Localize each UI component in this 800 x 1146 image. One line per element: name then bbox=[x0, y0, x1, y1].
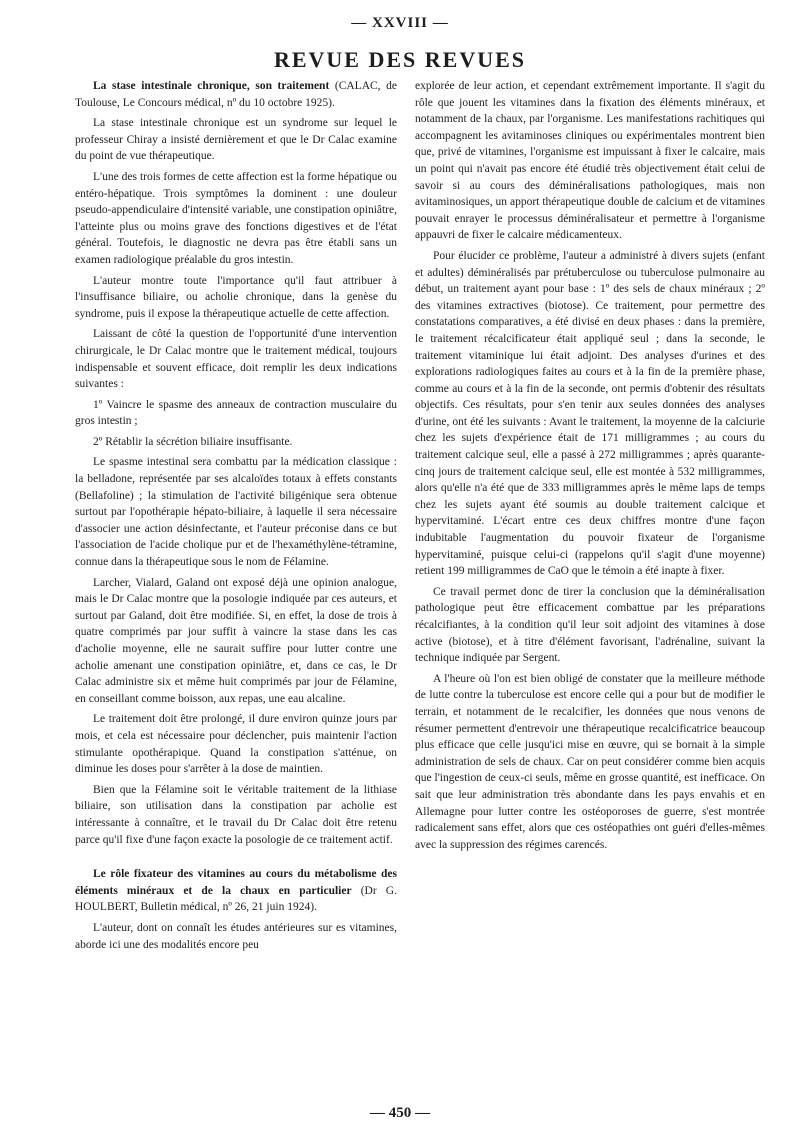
article2-paragraph: Pour élucider ce problème, l'auteur a administré à divers sujets (enfant et adultes) déminéralisés par prétuberculose ou tuberculose pulmonaire au début, un traitement ayant pour base : 1º des sels de chaux minéraux ; 2º des vitamines extractives (biotose). Ce traitement, pour permettre des constatations comparatives, a été divisé en deux phases : dans la première, le traitement récalcificateur était appliqué seul ; dans la seconde, le traitement vitaminique lui était adjoint. Des analyses d'urines et des explorations radiologiques faites au cours et à la fin de la première phase, comme au cours et à la fin de la seconde, ont permis d'obtenir des résultats objectifs. Ces résultats, pour s'en tenir aux seules données des analyses d'urine, ont été les suivants : Avant le traitement, la moyenne de la calciurie chez les sujets d'expérience était de 171 milligrammes ; au cours du traitement calcique seul, elle a passé à 272 milligrammes ; après quarante-cinq jours de traitement calcique seul, elle est montée à 532 milligrammes, alors qu'elle n'a été que de 333 milligrammes après le même laps de temps chez les sujets ayant été soumis au double traitement calcique et hypervitaminé. L'écart entre ces deux chiffres montre d'une façon indubitable l'augmentation du pouvoir fixateur de l'organisme hypervitaminé, puisque celui-ci (rappelons qu'il s'agit d'une moyenne) retient 199 milligrammes de CaO que le témoin a été inapte à fixer. bbox=[415, 249, 765, 578]
article1-heading-lead: La stase intestinale chronique, son traitement bbox=[93, 80, 330, 92]
article1-list-item: 1º Vaincre le spasme des anneaux de contraction musculaire du gros intestin ; bbox=[75, 398, 397, 428]
article1-heading bbox=[75, 78, 397, 111]
article1-paragraph: La stase intestinale chronique est un syndrome sur lequel le professeur Chiray a insisté dernièrement et que le Dr Calac examine du point de vue thérapeutique. bbox=[75, 117, 397, 163]
article2-continued-paragraph: explorée de leur action, et cependant extrêmement importante. Il s'agit du rôle que jouent les vitamines dans la fixation des éléments minéraux, et notamment de la chaux, par l'organisme. Les manifestations rachitiques qui accompagnent les avitaminoses cliniques ou expérimentales montrent bien que, privé de vitamines, l'organisme est impuissant à fixer le calcaire, mais un point qui n'avait pas encore été étudié très objectivement était celui de savoir si au cours des déminéralisations pathologiques, mais non avitaminosiques, un apport thérapeutique double de calcium et de vitamines pouvait enrayer le processus déminéralisateur et permettre à l'organisme appauvri de fixer le calcaire médicamenteux. bbox=[415, 80, 765, 242]
article1-heading-source: (CALAC, de Toulouse, Le Concours médical, nº du 10 octobre 1925). bbox=[75, 80, 397, 109]
article1-list-item: 2º Rétablir la sécrétion biliaire insuffisante. bbox=[93, 435, 293, 448]
article1-paragraph: Le traitement doit être prolongé, il dure environ quinze jours par mois, et cela est nécessaire pour déclencher, puis maintenir l'action stimulante opothérapique. Quand la constipation s'atténue, on diminue les doses pour s'arrêter à la dose de maintien. bbox=[75, 713, 397, 776]
left-column bbox=[75, 78, 397, 957]
article1-paragraph: Bien que la Félamine soit le véritable traitement de la lithiase biliaire, son utilisation dans la constipation par acholie est intéressante à connaître, et le travail du Dr Calac doit être retenu parce qu'il fixe d'une façon exacte la posologie de ce traitement actif. bbox=[75, 783, 397, 846]
article2-paragraph: Ce travail permet donc de tirer la conclusion que la déminéralisation pathologique peut être efficacement combattue par les préparations récalcifiantes, à la condition qu'il leur soit adjoint des vitamines à dose active (biotose), et à titre d'élément favorisant, l'adrénaline, suivant la technique indiquée par Sergent. bbox=[415, 585, 765, 665]
article2-heading-lead: Le rôle fixateur des vitamines au cours du métabolisme des éléments minéraux et de la chaux en particulier bbox=[75, 868, 397, 897]
article2-heading-source: (Dr G. HOULBERT, Bulletin médical, nº 26, 21 juin 1924). bbox=[75, 884, 397, 914]
article2-heading bbox=[75, 866, 397, 916]
article1-paragraph: L'auteur montre toute l'importance qu'il faut attribuer à l'insuffisance biliaire, ou acholie chronique, dans la genèse du syndrome, puis il expose la thérapeutique actuelle de cette affection. bbox=[75, 274, 397, 320]
page-number: — 450 — bbox=[370, 1105, 430, 1121]
article2-paragraph: L'auteur, dont on connaît les études antérieures sur es vitamines, aborde ici une des modalités encore peu bbox=[75, 921, 397, 951]
right-column bbox=[415, 78, 765, 857]
article1-paragraph: Larcher, Vialard, Galand ont exposé déjà une opinion analogue, mais le Dr Calac montre que la posologie indiquée par ces auteurs, et surtout par Galand, doit être modifiée. Si, en effet, la dose de trois à quatre comprimés par jour suffit à vaincre la stase dans les cas d'acholie moyenne, elle ne saurait suffire pour lutter contre une acholie amenant une constipation opiniâtre, et, dans ce cas, le Dr Calac administre six et même huit comprimés par jour de Félamine, en conseillant comme boisson, aux repas, une eau alcaline. bbox=[75, 576, 397, 705]
article2-paragraph: A l'heure où l'on est bien obligé de constater que la meilleure méthode de lutte contre la tuberculose est encore celle qui a pour but de modifier le terrain, et notamment de le recalcifier, les données que nous venons de résumer permettent d'entrevoir une thérapeutique recalcificatrice beaucoup plus efficace que celle jusqu'ici mise en œuvre, qui se bornait à la simple administration de sels de chaux. Car on peut considérer comme bien acquis que l'ingestion de ceux-ci seuls, même en grosse quantité, est inefficace. On sait que leur administration très abondante dans les pays envahis et en Allemagne pour lutter contre les ostéoporoses de guerre, s'est montrée radicalement sans effet, alors que ces ostéopathies ont guéri d'elles-mêmes avec la suppression des régimes carencés. bbox=[415, 672, 765, 851]
roman-page-number: — XXVIII — bbox=[351, 15, 449, 31]
article1-paragraph: L'une des trois formes de cette affection est la forme hépatique ou entéro-hépatique. Trois symptômes la dominent : une douleur pseudo-appendiculaire d'intensité variable, une constipation opiniâtre, l'atteinte plus ou moins grave des fonctions digestives et de l'état général. Toutefois, le diagnostic ne devra pas être établi sans un examen radiologique préalable du gros intestin. bbox=[75, 170, 397, 266]
article1-paragraph: Laissant de côté la question de l'opportunité d'une intervention chirurgicale, le Dr Calac montre que le traitement médical, toujours indispensable et souvent efficace, doit remplir les deux indications suivantes : bbox=[75, 328, 397, 391]
article1-paragraph: Le spasme intestinal sera combattu par la médication classique : la belladone, représentée par ses alcaloïdes totaux à effets constants (Bellafoline) ; la stimulation de l'activité biligénique sera obtenue surtout par l'opothérapie hépato-biliaire, à laquelle il sera nécessaire d'associer une action désinfectante, et l'auteur préconise dans ce but l'association de l'acide cholique pur et de l'hexaméthylène-tétramine, connue dans la thérapeutique sous le nom de Félamine. bbox=[75, 456, 397, 569]
section-title: REVUE DES REVUES bbox=[273, 47, 527, 72]
